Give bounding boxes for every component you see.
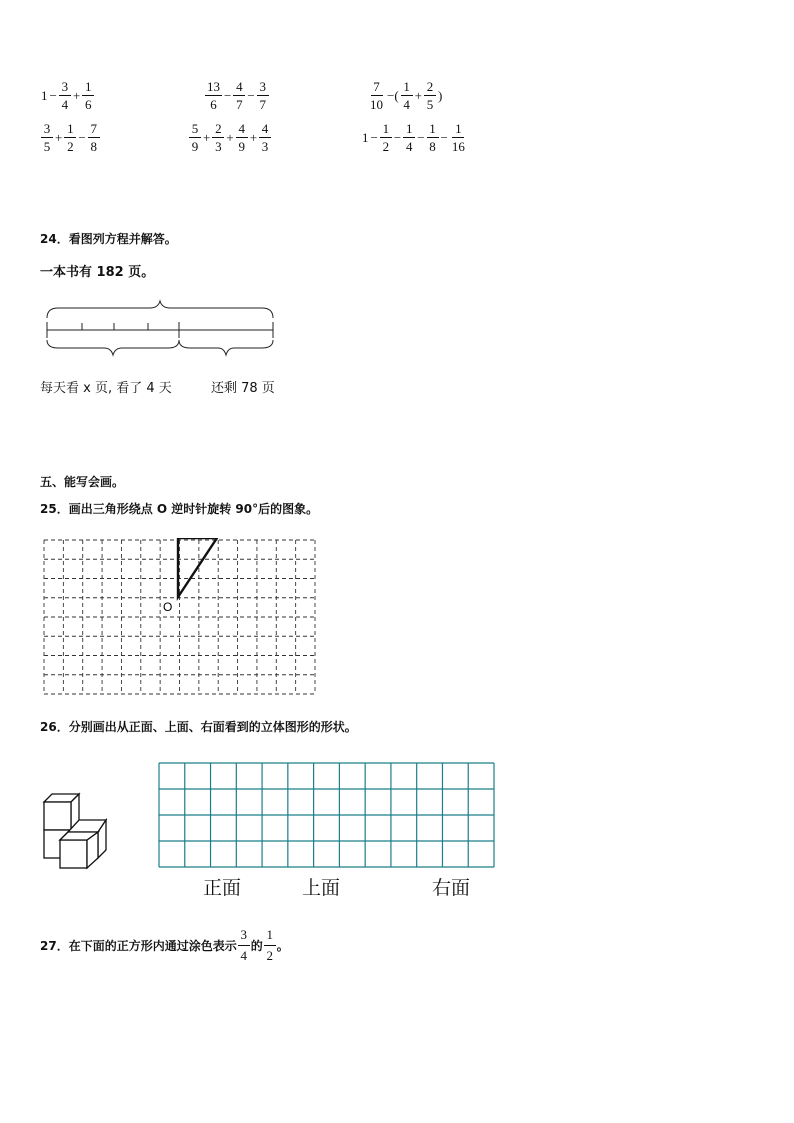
q26-cube-figure bbox=[40, 792, 110, 870]
operator: + bbox=[249, 130, 258, 145]
q25-point-o: O bbox=[163, 600, 173, 614]
fraction bbox=[205, 80, 222, 111]
q26-drawing-grid bbox=[158, 762, 495, 868]
numerator: 1 bbox=[380, 122, 392, 138]
q26-label-top: 上面 bbox=[302, 877, 341, 899]
fraction-expression bbox=[204, 80, 270, 111]
fraction bbox=[64, 122, 76, 153]
denominator: 2 bbox=[382, 139, 390, 154]
fraction-expression bbox=[188, 122, 272, 153]
denominator: 10 bbox=[370, 97, 383, 112]
fraction bbox=[259, 122, 271, 153]
numerator: 1 bbox=[401, 80, 413, 96]
operator: + bbox=[72, 88, 81, 103]
denominator: 16 bbox=[451, 139, 465, 154]
q26-label-right: 右面 bbox=[432, 877, 471, 899]
denominator: 5 bbox=[426, 97, 434, 112]
operator: − bbox=[78, 130, 86, 145]
fraction bbox=[236, 122, 248, 153]
denominator: 4 bbox=[61, 97, 69, 112]
operator: + bbox=[203, 130, 211, 145]
fraction bbox=[59, 80, 71, 111]
denominator: 6 bbox=[210, 97, 217, 112]
fraction bbox=[403, 122, 415, 153]
q26-label-front: 正面 bbox=[203, 877, 242, 899]
fraction bbox=[189, 122, 201, 153]
denominator: 8 bbox=[429, 139, 436, 154]
fraction bbox=[41, 122, 53, 153]
numerator: 3 bbox=[257, 80, 269, 96]
fraction bbox=[380, 122, 392, 153]
denominator: 3 bbox=[261, 139, 269, 154]
fraction bbox=[401, 80, 413, 111]
fraction-expression bbox=[361, 122, 468, 153]
numerator: 5 bbox=[189, 122, 201, 138]
fraction-expression bbox=[367, 80, 443, 111]
operator: + bbox=[55, 130, 63, 145]
section5-title: 五、能写会画。 bbox=[40, 475, 125, 489]
operator: − bbox=[440, 130, 448, 145]
denominator: 9 bbox=[191, 139, 199, 154]
q27-frac2-num: 1 bbox=[264, 927, 276, 946]
numerator: 3 bbox=[59, 80, 71, 96]
denominator: 7 bbox=[259, 97, 266, 112]
operator: − bbox=[417, 130, 425, 145]
fraction bbox=[233, 80, 245, 111]
whole-number: 1 bbox=[362, 130, 369, 145]
denominator: 3 bbox=[215, 139, 222, 154]
denominator: 4 bbox=[405, 139, 413, 154]
numerator: 1 bbox=[64, 122, 76, 138]
denominator: 6 bbox=[84, 97, 92, 112]
numerator: 1 bbox=[452, 122, 464, 138]
q27-suffix: 。 bbox=[276, 939, 289, 953]
q24-book-pages: 一本书有 182 页。 bbox=[40, 265, 155, 280]
denominator: 9 bbox=[238, 139, 245, 154]
operator: − bbox=[247, 88, 255, 103]
operator: −( bbox=[387, 88, 399, 103]
fraction bbox=[82, 80, 94, 111]
numerator: 4 bbox=[233, 80, 245, 96]
q24-line-diagram bbox=[38, 298, 283, 360]
whole-number: 1 bbox=[41, 88, 48, 103]
fraction bbox=[257, 80, 269, 111]
q27-prefix: 27．在下面的正方形内通过涂色表示 bbox=[40, 939, 237, 953]
fraction bbox=[424, 80, 436, 111]
denominator: 4 bbox=[403, 97, 410, 112]
numerator: 4 bbox=[236, 122, 248, 138]
q27-mid: 的 bbox=[250, 939, 263, 953]
q27-title bbox=[40, 927, 289, 964]
numerator: 3 bbox=[41, 122, 53, 138]
operator: − bbox=[393, 130, 402, 145]
numerator: 1 bbox=[82, 80, 94, 96]
operator: − bbox=[370, 130, 378, 145]
q25-rotation-grid bbox=[42, 538, 317, 696]
numerator: 13 bbox=[207, 79, 220, 94]
fraction-expression bbox=[40, 80, 95, 111]
denominator: 5 bbox=[43, 139, 51, 154]
operator: + bbox=[226, 130, 234, 145]
q25-triangle bbox=[178, 538, 217, 597]
numerator: 4 bbox=[259, 122, 271, 138]
q26-title: 26．分别画出从正面、上面、右面看到的立体图形的形状。 bbox=[40, 720, 357, 734]
fraction bbox=[427, 122, 439, 153]
operator: ) bbox=[438, 88, 443, 103]
denominator: 8 bbox=[90, 139, 97, 154]
fraction bbox=[88, 122, 100, 153]
numerator: 7 bbox=[371, 80, 383, 96]
operator: − bbox=[49, 88, 57, 103]
q27-frac1-num: 3 bbox=[238, 927, 250, 946]
fraction-expression bbox=[40, 122, 101, 153]
fraction bbox=[450, 122, 467, 153]
denominator: 7 bbox=[236, 97, 243, 112]
numerator: 1 bbox=[403, 122, 415, 138]
numerator: 1 bbox=[427, 122, 439, 138]
q24-caption-left: 每天看 x 页, 看了 4 天 bbox=[40, 381, 172, 396]
numerator: 2 bbox=[212, 122, 224, 138]
operator: − bbox=[224, 88, 232, 103]
operator: + bbox=[414, 88, 423, 103]
denominator: 2 bbox=[67, 139, 74, 154]
fraction bbox=[368, 80, 385, 111]
q24-caption-right: 还剩 78 页 bbox=[211, 381, 275, 396]
numerator: 7 bbox=[88, 122, 100, 138]
fraction bbox=[212, 122, 224, 153]
q25-title: 25．画出三角形绕点 O 逆时针旋转 90°后的图象。 bbox=[40, 502, 319, 516]
q27-frac1-den: 4 bbox=[240, 948, 247, 963]
numerator: 2 bbox=[424, 80, 436, 96]
q24-title: 24．看图列方程并解答。 bbox=[40, 232, 177, 246]
q27-frac2-den: 2 bbox=[266, 948, 273, 963]
